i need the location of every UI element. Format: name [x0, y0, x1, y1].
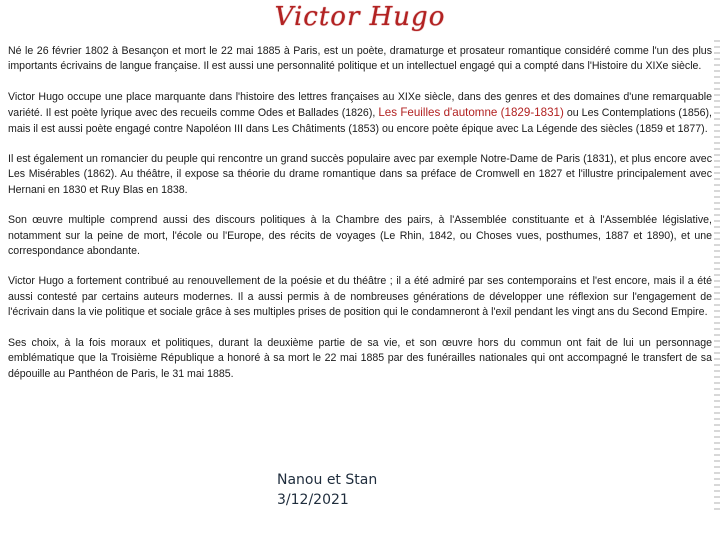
highlighted-title: Les Feuilles d'automne (1829-1831) [378, 106, 564, 120]
paragraph-choices: Ses choix, à la fois moraux et politiques, durant la deuxième partie de sa vie, et son œuvre hors du commun ont fait de lui un personnage emblématique que la Troisième République a honoré à sa mort le 22 mai 1885 par des funérailles nationales qui ont accompagné le transfert de sa dépouille au Panthéon de Paris, le 31 mai 1885. [8, 336, 712, 380]
page-title: Victor Hugo [274, 2, 446, 32]
paragraph-poetry-after: ou Les Contemplations (1856), mais il est aussi poète engagé contre Napoléon III dans Les Châtiments (1853) ou encore poète épique avec La Légende des siècles (1859 et 1877). [8, 107, 712, 135]
paragraph-intro: Né le 26 février 1802 à Besançon et mort le 22 mai 1885 à Paris, est un poète, dramaturge et prosateur romantique considéré comme l'un des plus importants écrivains de langue française. Il est aussi une personnalité politique et un intellectuel engagé qui a compté dans l'Histoire du XIXe siècle. [8, 45, 712, 73]
paragraph-poetry [8, 90, 712, 137]
signature-block [277, 470, 377, 510]
scan-edge-divider [714, 40, 720, 510]
document-body [8, 44, 712, 397]
signature-names: Nanou et Stan [277, 472, 378, 488]
paragraph-poetry-before: Victor Hugo occupe une place marquante dans l'histoire des lettres françaises au XIXe siècle, dans des genres et des domaines d'une remarquable variété. Il est poète lyrique avec des recueils comme Odes et Ballades (1826), [8, 90, 712, 120]
paragraph-works: Son œuvre multiple comprend aussi des discours politiques à la Chambre des pairs, à l'Assemblée constituante et à l'Assemblée législative, notamment sur la peine de mort, l'école ou l'Europe, des récits de voyages (Le Rhin, 1842, ou Choses vues, posthumes, 1887 et 1890), et une correspondance abondante. [8, 214, 712, 258]
signature-date: 3/12/2021 [277, 492, 349, 508]
paragraph-legacy: Victor Hugo a fortement contribué au renouvellement de la poésie et du théâtre ; il a été admiré par ses contemporains et l'est encore, mais il a été aussi contesté par certains auteurs modernes. Il a aussi permis à de nombreuses générations de développer une réflexion sur l'engagement de l'écrivain dans la vie politique et sociale grâce à ses multiples prises de position qui le condamneront à l'exil pendant les vingt ans du Second Empire. [8, 275, 712, 319]
paragraph-novels: Il est également un romancier du peuple qui rencontre un grand succès populaire avec par exemple Notre-Dame de Paris (1831), et plus encore avec Les Misérables (1862). Au théâtre, il expose sa théorie du drame romantique dans sa préface de Cromwell en 1827 et l'illustre principalement avec Hernani en 1830 et Ruy Blas en 1838. [8, 153, 712, 196]
